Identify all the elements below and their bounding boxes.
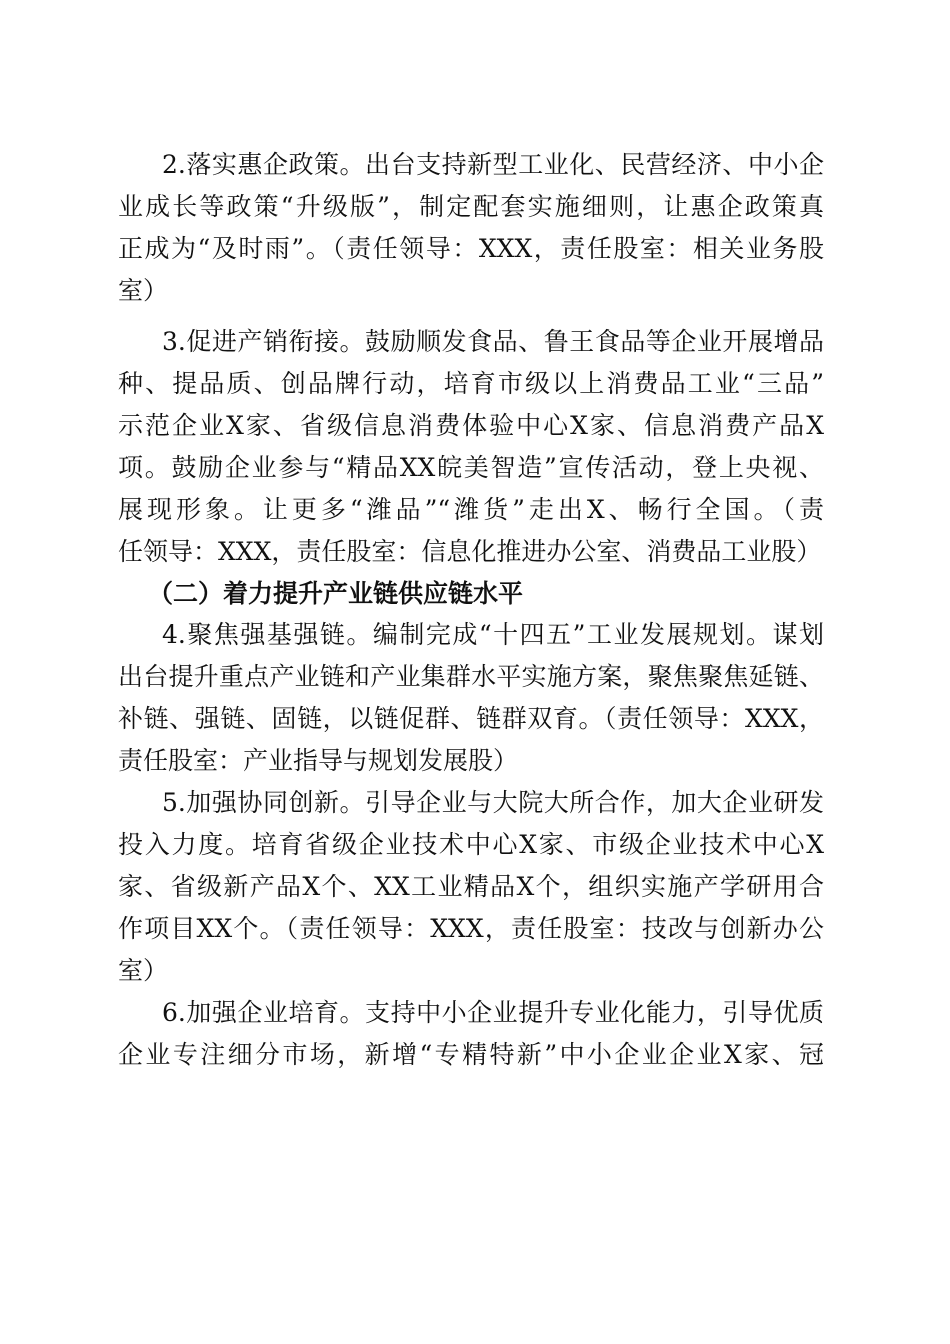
text-line: 投入力度。培育省级企业技术中心X家、市级企业技术中心X (118, 830, 824, 859)
text-line: 2.落实惠企政策。出台支持新型工业化、民营经济、中小企 (162, 150, 824, 179)
paragraph (118, 321, 824, 573)
document-page (118, 144, 824, 1076)
text-line: 室） (118, 276, 169, 305)
text-line: 企业专注细分市场，新增“专精特新”中小企业企业X家、冠 (118, 1040, 824, 1069)
paragraph (118, 614, 824, 782)
text-line: 4.聚焦强基强链。编制完成“十四五”工业发展规划。谋划 (162, 620, 824, 649)
text-line: 展现形象。让更多“潍品”“潍货”走出X、畅行全国。（责 (118, 495, 824, 524)
heading-text: （二）着力提升产业链供应链水平 (148, 579, 524, 608)
text-line: 责任股室：产业指导与规划发展股） (118, 746, 519, 775)
text-line: 家、省级新产品X个、XX工业精品X个，组织实施产学研用合 (118, 872, 824, 901)
text-line: 室） (118, 956, 169, 985)
text-line: 示范企业X家、省级信息消费体验中心X家、信息消费产品X (118, 411, 824, 440)
text-line: 业成长等政策“升级版”，制定配套实施细则，让惠企政策真 (118, 192, 824, 221)
text-line: 补链、强链、固链，以链促群、链群双育。（责任领导：XXX， (118, 704, 824, 733)
text-line: 正成为“及时雨”。（责任领导：XXX，责任股室：相关业务股 (118, 234, 824, 263)
paragraph (118, 992, 824, 1076)
text-line: 种、提品质、创品牌行动，培育市级以上消费品工业“三品” (118, 369, 824, 398)
paragraph (118, 782, 824, 992)
text-line: 5.加强协同创新。引导企业与大院大所合作，加大企业研发 (162, 788, 824, 817)
text-line: 任领导：XXX，责任股室：信息化推进办公室、消费品工业股） (118, 537, 822, 566)
text-line: 作项目XX个。（责任领导：XXX，责任股室：技改与创新办公 (118, 914, 824, 943)
text-line: 6.加强企业培育。支持中小企业提升专业化能力，引导优质 (162, 998, 824, 1027)
paragraph (118, 144, 824, 312)
text-line: 出台提升重点产业链和产业集群水平实施方案，聚焦聚焦延链、 (118, 662, 824, 691)
text-line: 3.促进产销衔接。鼓励顺发食品、鲁王食品等企业开展增品 (162, 327, 824, 356)
text-line: 项。鼓励企业参与“精品XX皖美智造”宣传活动，登上央视、 (118, 453, 824, 482)
section-heading (118, 573, 824, 614)
